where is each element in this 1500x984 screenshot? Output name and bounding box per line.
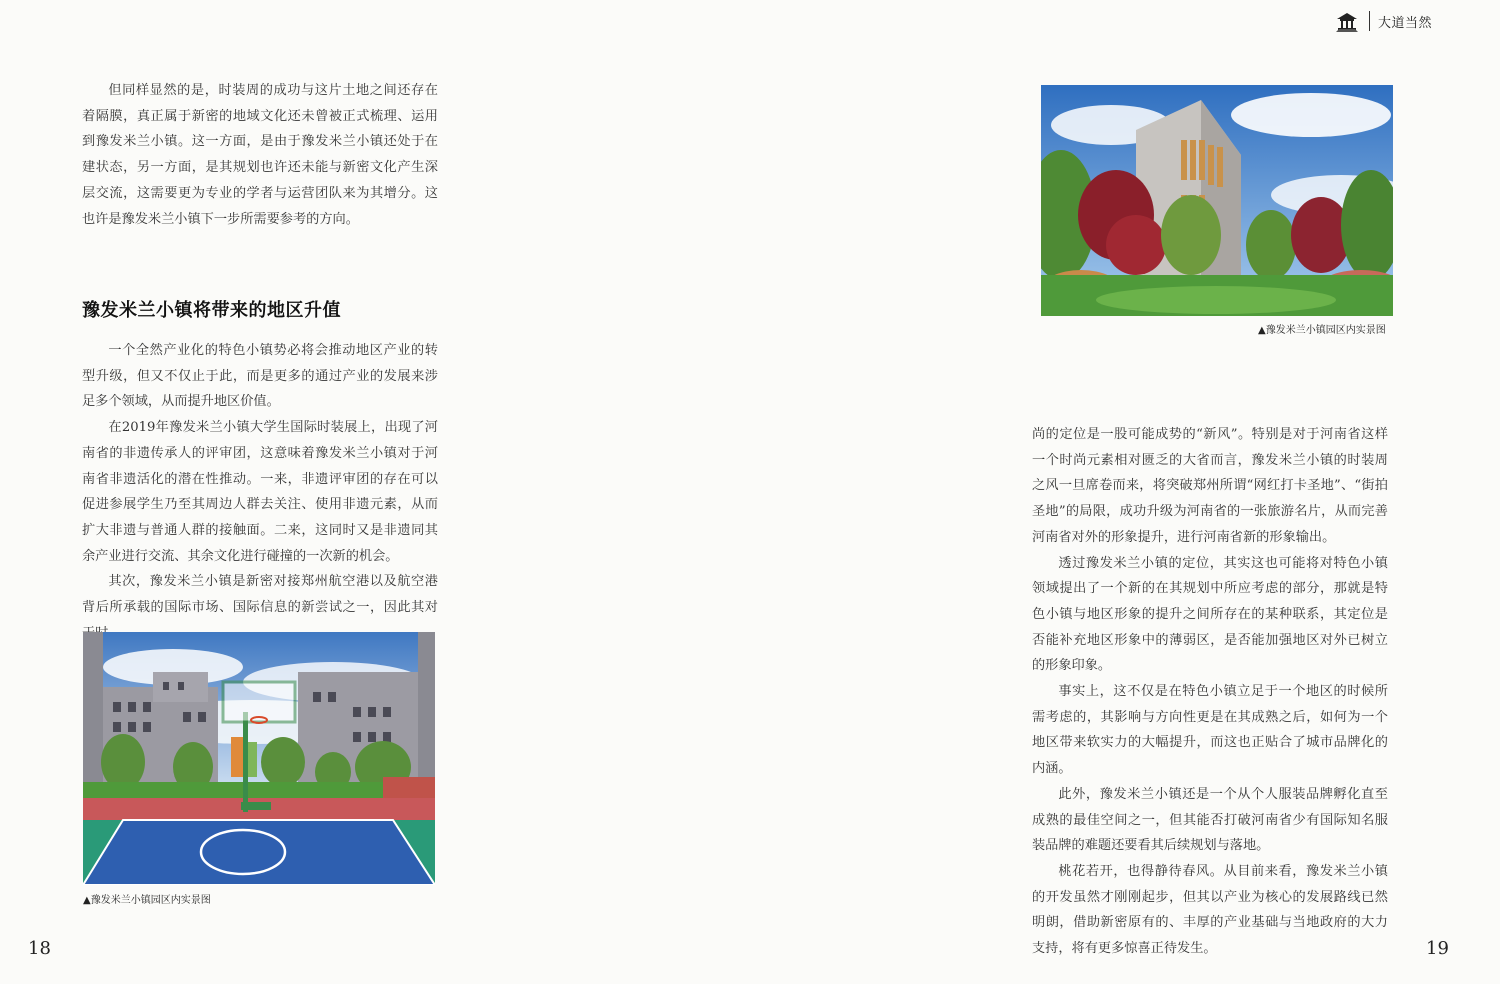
header-divider	[1369, 11, 1370, 31]
right-photo-caption: ▲豫发米兰小镇园区内实景图	[1258, 325, 1386, 336]
right-paragraph-1: 透过豫发米兰小镇的定位，其实这也可能将对特色小镇领域提出了一个新的在其规划中所应考虑的部分，那就是特色小镇与地区形象的提升之间所存在的某种联系，其定位是否能补充地区形象中的薄弱区，是否能加强地区对外已树立的形象印象。	[1032, 555, 1388, 674]
running-header	[1335, 8, 1432, 34]
campus-building-photo	[1041, 85, 1393, 316]
left-paragraph-3: 其次，豫发米兰小镇是新密对接郑州航空港以及航空港背后所承载的国际市场、国际信息的新尝试之一，因此其对	[82, 574, 438, 616]
basketball-court-photo	[83, 632, 435, 885]
left-page-number: 18	[28, 938, 51, 959]
left-intro-paragraph: 但同样显然的是，时装周的成功与这片土地之间还存在着隔膜，真正属于新密的地域文化还未曾被正式梳理、运用到豫发米兰小镇。这一方面，是由于豫发米兰小镇还处于在建状态，另一方面，是其规划也许还未能与新密文化产生深层交流，这需要更为专业的学者与运营团队来为其增分。这也许是豫发米兰小镇下一步所需要参考的方向。	[82, 83, 438, 227]
right-paragraph-2: 事实上，这不仅是在特色小镇立足于一个地区的时候所需考虑的，其影响与方向性更是在其成熟之后，如何为一个地区带来软实力的大幅提升，而这也正贴合了城市品牌化的内涵。	[1032, 684, 1388, 777]
right-continued-paragraph: 尚的定位是一股可能成势的“新风”。特别是对于河南省这样一个时尚元素相对匮乏的大省而言，豫发米兰小镇的时装周之风一旦席卷而来，将突破郑州所谓“网红打卡圣地”、“街拍圣地”的局限，成功升级为河南省的一张旅游名片，从而完善河南省对外的形象提升，进行河南省新的形象输出。	[1032, 427, 1388, 545]
right-page-number: 19	[1426, 938, 1449, 959]
brand-title: 大道当然	[1377, 15, 1432, 31]
right-body-block	[1032, 422, 1388, 962]
section-heading: 豫发米兰小镇将带来的地区升值	[82, 300, 341, 321]
left-photo-caption: ▲豫发米兰小镇园区内实景图	[83, 895, 211, 906]
right-paragraph-3: 此外，豫发米兰小镇还是一个从个人服装品牌孵化直至成熟的最佳空间之一，但其能否打破河南省少有国际知名服装品牌的难题还要看其后续规划与落地。	[1032, 786, 1388, 854]
left-paragraph-2: 在2019年豫发米兰小镇大学生国际时装展上，出现了河南省的非遗传承人的评审团，这意味着豫发米兰小镇对于河南省非遗活化的潜在性推动。一来，非遗评审团的存在可以促进参展学生乃至其周边人群去关注、使用非遗元素，从而扩大非遗与普通人群的接触面。二来，这同时又是非遗同其余产业进行交流、其余文化进行碰撞的一次新的机会。	[82, 420, 438, 564]
right-paragraph-4: 桃花若开，也得静待春风。从目前来看，豫发米兰小镇的开发虽然才刚刚起步，但其以产业为核心的发展路线已然明朗，借助新密原有的、丰厚的产业基础与当地政府的大力支持，将有更多惊喜正待发生。	[1032, 863, 1388, 957]
left-paragraph-1: 一个全然产业化的特色小镇势必将会推动地区产业的转型升级，但又不仅止于此，而是更多的通过产业的发展来涉足多个领域，从而提升地区价值。	[82, 343, 438, 410]
left-intro-block	[82, 78, 438, 232]
left-body-block	[82, 338, 438, 646]
pavilion-logo-icon	[1335, 10, 1359, 32]
